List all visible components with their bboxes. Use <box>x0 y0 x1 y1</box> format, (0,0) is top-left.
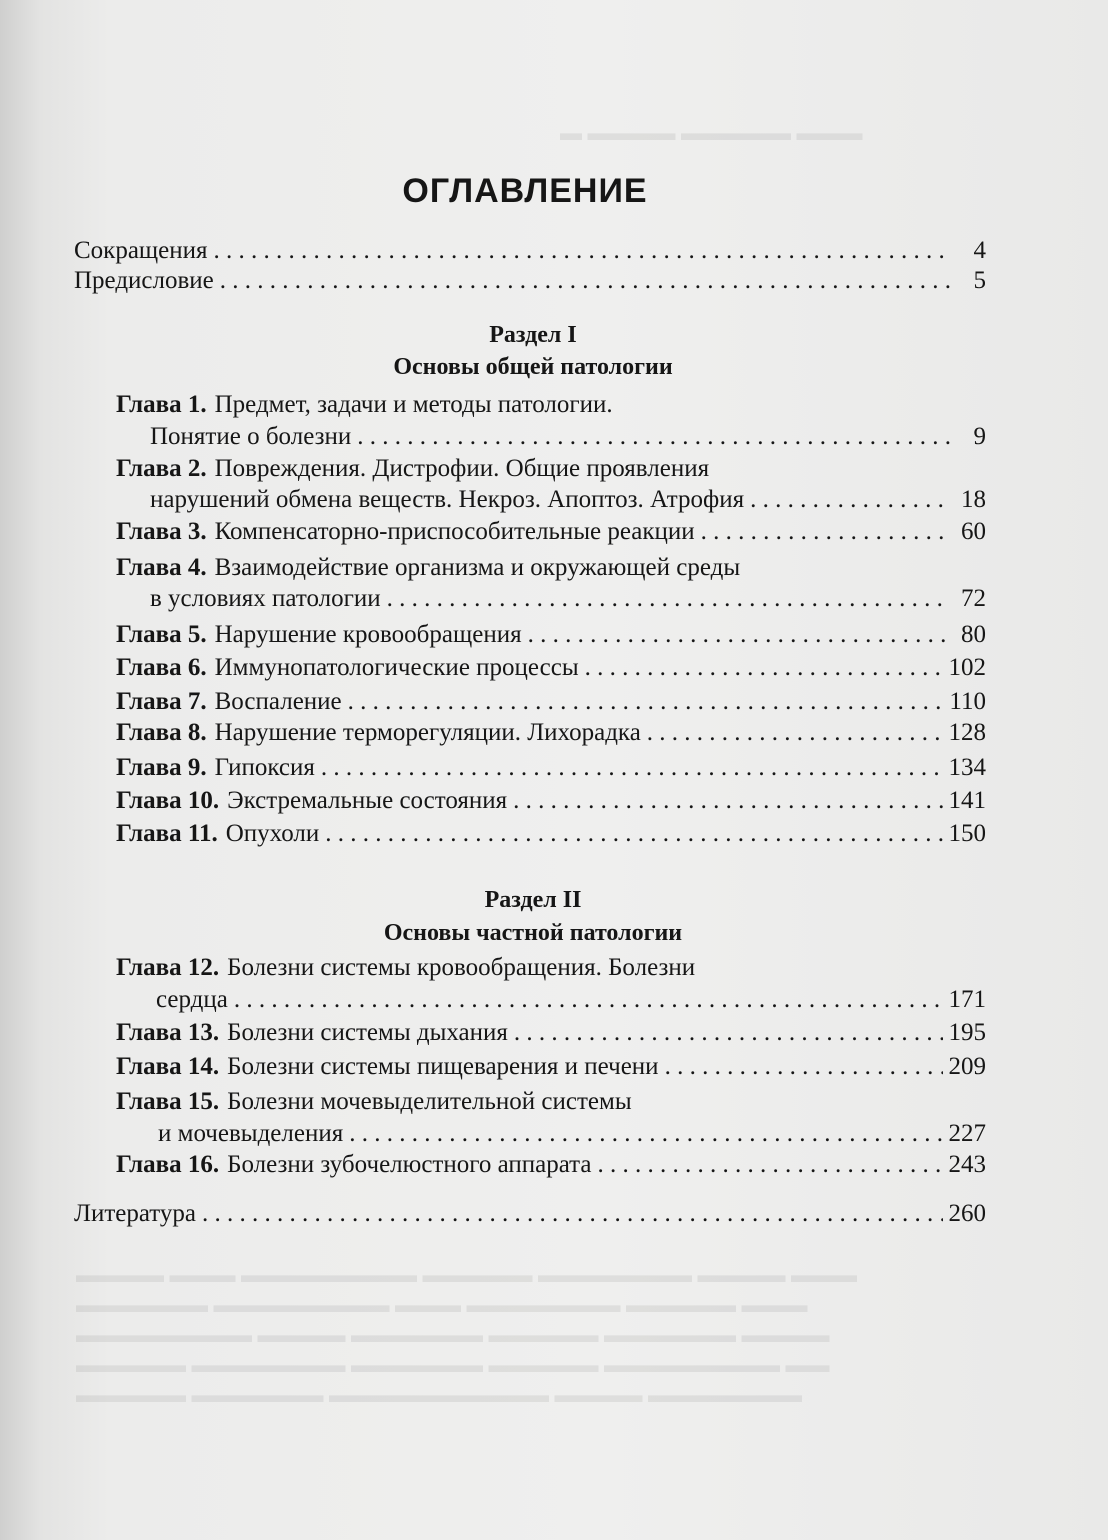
chapter-title-line: Воспаление <box>214 688 342 715</box>
dot-leader <box>514 1018 943 1048</box>
chapter-title-line: сердца <box>156 986 228 1013</box>
toc-chapter-8[interactable] <box>116 718 986 748</box>
chapter-title-line: Болезни системы кровообращения. Болезни <box>227 954 696 981</box>
toc-entry-abbreviations[interactable] <box>74 236 986 266</box>
toc-page-number: 209 <box>948 1053 986 1080</box>
toc-entry-title: Предисловие <box>74 267 214 294</box>
toc-chapter-9[interactable] <box>116 753 986 783</box>
toc-chapter-15-continued[interactable] <box>158 1119 986 1149</box>
toc-chapter-13[interactable] <box>116 1018 986 1048</box>
chapter-label: Глава 7. <box>116 688 207 715</box>
section-title: Основы общей патологии <box>393 354 673 380</box>
toc-chapter-1-continued[interactable] <box>150 422 986 452</box>
chapter-label: Глава 6. <box>116 654 207 681</box>
toc-chapter-5[interactable] <box>116 620 986 650</box>
chapter-title-line: в условиях патологии <box>150 585 381 612</box>
chapter-label: Глава 14. <box>116 1053 220 1080</box>
chapter-label: Глава 1. <box>116 391 207 418</box>
chapter-label: Глава 5. <box>116 621 207 648</box>
toc-page-number: 171 <box>948 986 986 1013</box>
chapter-label: Глава 9. <box>116 754 207 781</box>
chapter-title-line: Нарушение терморегуляции. Лихорадка <box>214 719 641 746</box>
toc-chapter-6[interactable] <box>116 653 986 683</box>
toc-chapter-15[interactable] <box>116 1087 986 1117</box>
toc-page-number: 110 <box>949 688 986 715</box>
toc-page-number: 9 <box>973 423 986 450</box>
chapter-title-line: Болезни мочевыделительной системы <box>227 1088 632 1115</box>
chapter-title-line: Гипоксия <box>214 754 315 781</box>
chapter-label: Глава 4. <box>116 554 207 581</box>
toc-page-number: 134 <box>948 754 986 781</box>
chapter-title-line: Повреждения. Дистрофии. Общие проявления <box>214 455 710 482</box>
toc-page-number: 5 <box>973 267 986 294</box>
chapter-label: Глава 10. <box>116 787 220 814</box>
section-label: Раздел I <box>489 322 577 348</box>
toc-chapter-10[interactable] <box>116 786 986 816</box>
chapter-title-line: Взаимодействие организма и окружающей среды <box>214 554 741 581</box>
chapter-title-line: Болезни зубочелюстного аппарата <box>227 1151 592 1178</box>
toc-entry-literature[interactable] <box>74 1199 986 1229</box>
toc-entry-title: Литература <box>74 1200 196 1227</box>
chapter-title-line: Опухоли <box>225 820 320 847</box>
toc-page-number: 227 <box>948 1120 986 1147</box>
toc-chapter-3[interactable] <box>116 517 986 547</box>
dot-leader <box>585 653 943 683</box>
dot-leader <box>528 620 950 650</box>
chapter-title-line: Компенсаторно-приспособительные реакции <box>214 518 695 545</box>
dot-leader <box>647 718 943 748</box>
dot-leader <box>598 1150 943 1180</box>
toc-entry-preface[interactable] <box>74 266 986 296</box>
dot-leader <box>701 517 950 547</box>
toc-page-number: 18 <box>961 486 986 513</box>
toc-page-number: 102 <box>948 654 986 681</box>
toc-page-number: 150 <box>948 820 986 847</box>
chapter-title-line: Болезни системы пищеварения и печени <box>227 1053 659 1080</box>
dot-leader <box>234 985 943 1015</box>
toc-chapter-12-continued[interactable] <box>156 985 986 1015</box>
dot-leader <box>321 753 943 783</box>
chapter-label: Глава 2. <box>116 455 207 482</box>
dot-leader <box>349 1119 942 1149</box>
chapter-title-line: Экстремальные состояния <box>227 787 508 814</box>
dot-leader <box>348 687 944 717</box>
dot-leader <box>214 236 950 266</box>
dot-leader <box>202 1199 943 1229</box>
page-title: ОГЛАВЛЕНИЕ <box>402 172 648 210</box>
chapter-title-line: Иммунопатологические процессы <box>214 654 579 681</box>
dot-leader <box>665 1052 943 1082</box>
chapter-label: Глава 13. <box>116 1019 220 1046</box>
dot-leader <box>387 584 950 614</box>
toc-page-number: 141 <box>948 787 986 814</box>
dot-leader <box>357 422 950 452</box>
toc-chapter-11[interactable] <box>116 819 986 849</box>
toc-page-number: 243 <box>948 1151 986 1178</box>
bleed-through-text: ▬▬▬▬ ▬▬▬ ▬▬▬▬▬▬▬▬ ▬▬▬▬▬ ▬▬▬▬▬▬▬ ▬▬▬▬ ▬▬▬ ▬▬▬▬▬▬ ▬▬▬▬▬▬▬▬ ▬▬▬ ▬▬▬▬▬▬▬ ▬▬▬▬▬ ▬▬▬ ▬▬▬▬▬▬▬▬ ▬▬▬▬ ▬▬▬▬▬▬ ▬▬▬▬▬ ▬▬▬▬▬▬ ▬▬▬▬ ▬▬▬▬▬ ▬▬▬▬▬▬▬ ▬▬▬▬▬▬ ▬▬▬▬▬ ▬▬▬▬▬▬▬▬ ▬▬ ▬▬▬▬▬ ▬▬▬▬▬▬ ▬▬▬▬▬▬▬▬▬▬ ▬▬▬▬ ▬▬▬▬▬▬▬ <box>76 1262 857 1407</box>
toc-page-number: 80 <box>961 621 986 648</box>
chapter-label: Глава 16. <box>116 1151 220 1178</box>
toc-chapter-7[interactable] <box>116 687 986 717</box>
toc-page-number: 195 <box>948 1019 986 1046</box>
toc-chapter-16[interactable] <box>116 1150 986 1180</box>
chapter-title-line: Предмет, задачи и методы патологии. <box>214 391 613 418</box>
toc-page-number: 4 <box>973 237 986 264</box>
dot-leader <box>325 819 942 849</box>
chapter-label: Глава 12. <box>116 954 220 981</box>
section-label: Раздел II <box>484 887 582 913</box>
chapter-title-line: нарушений обмена веществ. Некроз. Апоптоз. Атрофия <box>150 486 745 513</box>
toc-page-number: 60 <box>961 518 986 545</box>
chapter-title-line: Понятие о болезни <box>150 423 352 450</box>
toc-chapter-2[interactable] <box>116 454 986 484</box>
bleed-through-text: ▬ ▬▬▬▬ ▬▬▬▬▬ ▬▬▬ <box>560 120 863 145</box>
section-title: Основы частной патологии <box>383 920 683 946</box>
dot-leader <box>220 266 950 296</box>
dot-leader <box>513 786 942 816</box>
toc-page-number: 72 <box>961 585 986 612</box>
chapter-label: Глава 11. <box>116 820 218 847</box>
chapter-label: Глава 15. <box>116 1088 220 1115</box>
toc-chapter-12[interactable] <box>116 953 986 983</box>
toc-chapter-1[interactable] <box>116 390 986 420</box>
dot-leader <box>750 485 950 515</box>
chapter-title-line: Болезни системы дыхания <box>227 1019 508 1046</box>
toc-page-number: 128 <box>948 719 986 746</box>
toc-chapter-14[interactable] <box>116 1052 986 1082</box>
chapter-title-line: и мочевыделения <box>158 1120 344 1147</box>
toc-page-number: 260 <box>948 1200 986 1227</box>
chapter-title-line: Нарушение кровообращения <box>214 621 522 648</box>
toc-entry-title: Сокращения <box>74 237 208 264</box>
chapter-label: Глава 8. <box>116 719 207 746</box>
toc-chapter-4[interactable] <box>116 553 986 583</box>
chapter-label: Глава 3. <box>116 518 207 545</box>
toc-chapter-2-continued[interactable] <box>150 485 986 515</box>
toc-chapter-4-continued[interactable] <box>150 584 986 614</box>
